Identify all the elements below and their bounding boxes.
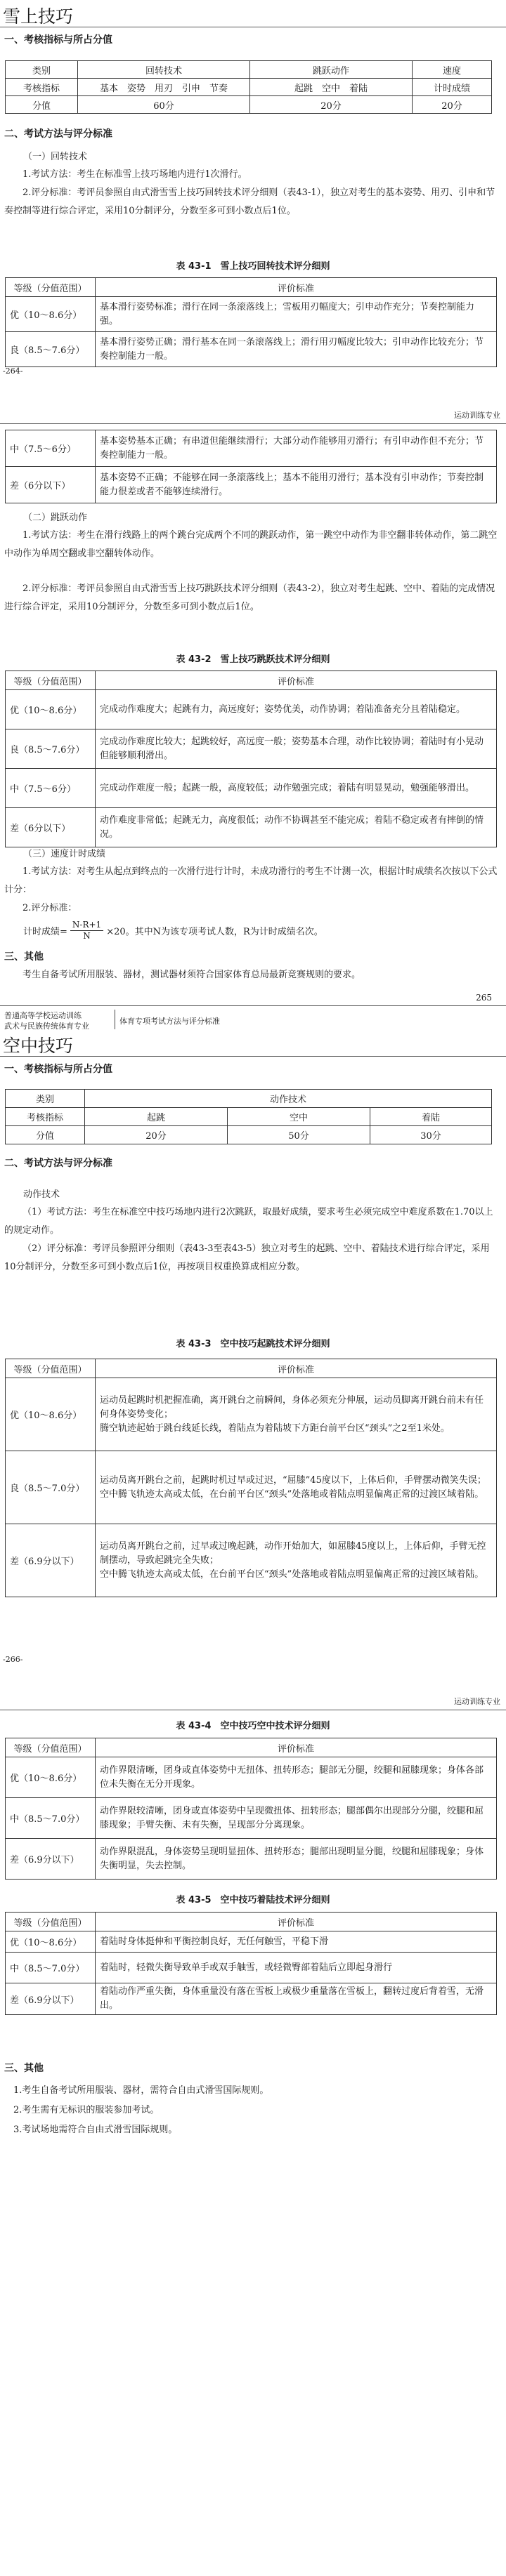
section-heading: 三、其他 <box>4 2063 44 2074</box>
table-row <box>6 729 497 769</box>
page-number: 265 <box>476 993 492 1003</box>
table-header: 等级（分值范围） <box>6 1738 96 1757</box>
table-row <box>6 1798 497 1839</box>
table-cell: 基本 姿势 用刃 引申 节奏 <box>78 79 250 96</box>
section-heading: 一、考核指标与所占分值 <box>4 34 112 46</box>
paragraph: 2.评分标准：考评员参照自由式滑雪雪上技巧跳跃技术评分细则（表43-2），独立对考生起跳、空中、着陆的完成情况进行综合评定，采用10分制评分，分数至多可到小数点后1位。 <box>4 583 495 612</box>
subsection-heading: （一）回转技术 <box>23 152 88 162</box>
paragraph: （2）评分标准：考评员参照评分细则（表43-3至表43-5）独立对考生的起跳、空中、着陆技术进行综合评定，采用10分制评分，分数至多可到小数点后1位，再按项目权重换算成相应分数。 <box>4 1243 490 1272</box>
table-row <box>6 1983 497 2015</box>
score-table <box>5 1089 492 1144</box>
table-cell: 分值 <box>6 96 78 114</box>
level-cell: 中（7.5～6分） <box>6 430 96 467</box>
table-row <box>6 1378 497 1451</box>
table-cell: 起跳 空中 着陆 <box>250 79 413 96</box>
paragraph: 考生自备考试所用服装、器材，测试器材须符合国家体育总局最新竞赛规则的要求。 <box>22 970 361 980</box>
title-rule <box>0 1056 506 1057</box>
level-cell: 良（8.5～7.6分） <box>6 332 96 367</box>
criteria-cell: 动作界限清晰，团身或直体姿势中无扭体、扭转形态；腿部无分腿，绞腿和屈膝现象；身体各部位未失衡在无分开现象。 <box>96 1757 497 1798</box>
subsection-heading: 动作技术 <box>23 1189 60 1200</box>
table-header: 评价标准 <box>96 671 497 690</box>
table-cell: 20分 <box>85 1126 228 1144</box>
paragraph: 1.考试方法：对考生从起点到终点的一次滑行进行计时，未成功滑行的考生不计测一次，根据计时成绩名次按以下公式计分： <box>4 866 498 895</box>
criteria-table-continued <box>5 430 497 503</box>
criteria-cell: 动作难度非常低；起跳无力，高度很低；动作不协调甚至不能完成；着陆不稳定或者有摔倒的情况。 <box>96 808 497 847</box>
table-header: 评价标准 <box>96 1738 497 1757</box>
level-cell: 中（7.5～6分） <box>6 769 96 808</box>
criteria-cell: 着陆时身体挺伸和平衡控制良好，无任何触雪，平稳下滑 <box>96 1931 497 1953</box>
level-cell: 差（6.9分以下） <box>6 1839 96 1880</box>
table-cell: 考核指标 <box>6 79 78 96</box>
paragraph: 1.考试方法：考生在标准雪上技巧场地内进行1次滑行。 <box>22 169 247 180</box>
page-number: -264- <box>3 366 23 376</box>
level-cell: 优（10～8.6分） <box>6 297 96 332</box>
table-cell: 类别 <box>6 1090 85 1108</box>
table-cell: 计时成绩 <box>413 79 492 96</box>
criteria-cell: 基本姿势基本正确；有串道但能继续滑行；大部分动作能够用刃滑行；有引申动作但不充分；节奏控制能力一般。 <box>96 430 497 467</box>
subsection-heading: （二）跳跃动作 <box>23 513 88 523</box>
table-header: 等级（分值范围） <box>6 671 96 690</box>
table-header: 评价标准 <box>96 1359 497 1378</box>
criteria-cell: 完成动作难度大；起跳有力，高远度好；姿势优美，动作协调；着陆准备充分且着陆稳定。 <box>96 690 497 729</box>
table-row <box>6 467 497 503</box>
criteria-table <box>5 1359 497 1597</box>
level-cell: 优（10～8.6分） <box>6 1931 96 1953</box>
list-item: 3.考试场地需符合自由式滑雪国际规则。 <box>13 2125 178 2135</box>
table-cell: 60分 <box>78 96 250 114</box>
table-caption: 表 43-2 雪上技巧跳跃技术评分细则 <box>176 654 330 665</box>
table-cell: 50分 <box>228 1126 370 1144</box>
section-heading: 三、其他 <box>4 951 44 963</box>
criteria-cell: 基本滑行姿势标准；滑行在同一条滚落线上；雪板用刃幅度大；引申动作充分；节奏控制能力强。 <box>96 297 497 332</box>
table-row <box>6 1451 497 1524</box>
page-number: -266- <box>3 1655 23 1664</box>
table-header: 评价标准 <box>96 278 497 297</box>
table-row <box>6 769 497 808</box>
table-cell: 考核指标 <box>6 1108 85 1126</box>
criteria-cell: 基本姿势不正确；不能够在同一条滚落线上；基本不能用刃滑行；基本没有引申动作；节奏控制能力很差或者不能够连续滑行。 <box>96 467 497 503</box>
table-caption: 表 43-5 空中技巧着陆技术评分细则 <box>176 1895 330 1905</box>
criteria-cell: 着陆动作严重失衡，身体重量没有落在雪板上或极少重量落在雪板上，翻转过度后背着雪，无滑出。 <box>96 1983 497 2015</box>
table-row <box>6 690 497 729</box>
level-cell: 差（6分以下） <box>6 467 96 503</box>
criteria-table <box>5 277 497 367</box>
table-cell: 20分 <box>250 96 413 114</box>
footer-book-title: 普通高等学校运动训练 <box>4 1011 82 1020</box>
level-cell: 差（6分以下） <box>6 808 96 847</box>
section-heading: 二、考试方法与评分标准 <box>4 1158 112 1169</box>
table-header: 等级（分值范围） <box>6 1359 96 1378</box>
scoring-formula <box>23 920 323 942</box>
table-row <box>6 1839 497 1880</box>
table-cell: 分值 <box>6 1126 85 1144</box>
level-cell: 优（10～8.6分） <box>6 690 96 729</box>
level-cell: 中（8.5～7.0分） <box>6 1798 96 1839</box>
header-rule <box>0 423 506 424</box>
paragraph: 2.评分标准：考评员参照自由式滑雪雪上技巧回转技术评分细则（表43-1），独立对考生的基本姿势、用刃、引申和节奏控制等进行综合评定，采用10分制评分，分数至多可到小数点后1位。 <box>4 187 495 216</box>
formula-denominator: N <box>83 931 91 941</box>
criteria-cell: 动作界限较清晰，团身或直体姿势中呈现微扭体、扭转形态；腿部偶尔出现部分分腿，绞腿和屈膝现象；手臂失衡、未有失衡，呈现部分分离现象。 <box>96 1798 497 1839</box>
section-heading: 一、考核指标与所占分值 <box>4 1064 112 1075</box>
table-cell: 着陆 <box>370 1108 492 1126</box>
formula-fraction <box>70 920 103 942</box>
table-header: 等级（分值范围） <box>6 1913 96 1931</box>
level-cell: 中（8.5～7.0分） <box>6 1953 96 1983</box>
table-caption: 表 43-3 空中技巧起跳技术评分细则 <box>176 1339 330 1349</box>
criteria-table <box>5 671 497 847</box>
paragraph: 1.考试方法：考生在滑行线路上的两个跳台完成两个不同的跳跃动作，第一跳空中动作为非空翻非转体动作，第二跳空中动作为单周空翻或非空翻转体动作。 <box>4 530 498 559</box>
section-heading: 二、考试方法与评分标准 <box>4 128 112 140</box>
criteria-cell: 运动员离开跳台之前，起跳时机过早或过迟，“屈膝”45度以下，上体后仰，手臂摆动微笑失误； 空中腾飞轨迹太高或太低，在台前平台区“颈头”处落地或着陆点明显偏离正常的过渡区域着陆。 <box>96 1451 497 1524</box>
list-item: 1.考生自备考试所用服装、器材，需符合自由式滑雪国际规则。 <box>13 2085 269 2096</box>
table-caption: 表 43-1 雪上技巧回转技术评分细则 <box>176 261 330 272</box>
paragraph: 2.评分标准： <box>22 903 77 913</box>
running-header: 运动训练专业 <box>454 1697 500 1706</box>
table-row <box>6 808 497 847</box>
footer-book-title: 武术与民族传统体育专业 <box>4 1022 89 1031</box>
page-title: 空中技巧 <box>3 1036 74 1056</box>
formula-prefix: 计时成绩= <box>23 927 67 937</box>
table-row <box>6 1931 497 1953</box>
criteria-cell: 完成动作难度比较大；起跳较好，高远度一般；姿势基本合理，动作比较协调；着陆时有小晃动但能够顺利滑出。 <box>96 729 497 769</box>
criteria-cell: 着陆时，轻微失衡导致单手或双手触雪，或轻微臀部着陆后立即起身滑行 <box>96 1953 497 1983</box>
table-row <box>6 1953 497 1983</box>
criteria-table <box>5 1912 497 2015</box>
level-cell: 良（8.5～7.6分） <box>6 729 96 769</box>
table-row <box>6 1524 497 1597</box>
table-caption: 表 43-4 空中技巧空中技术评分细则 <box>176 1721 330 1731</box>
table-cell: 跳跃动作 <box>250 61 413 79</box>
table-cell: 速度 <box>413 61 492 79</box>
paragraph: （1）考试方法：考生在标准空中技巧场地内进行2次跳跃，取最好成绩，要求考生必须完成空中难度系数在1.70以上的规定动作。 <box>4 1207 493 1236</box>
criteria-cell: 动作界限混乱，身体姿势呈现明显扭体、扭转形态；腿部出现明显分腿，绞腿和屈膝现象；身体失衡明显，失去控制。 <box>96 1839 497 1880</box>
table-header: 等级（分值范围） <box>6 278 96 297</box>
score-table <box>5 60 492 114</box>
formula-numerator: N-R+1 <box>70 920 103 931</box>
criteria-cell: 运动员起跳时机把握准确，离开跳台之前瞬间，身体必须充分伸展，运动员脚离开跳台前未有任何身体姿势变化； 腾空轨迹起始于跳台线延长线，着陆点为着陆坡下方距台前平台区“颈头”之2至1米处。 <box>96 1378 497 1451</box>
table-cell: 空中 <box>228 1108 370 1126</box>
page-aerials <box>0 1302 506 2576</box>
table-row <box>6 332 497 367</box>
table-cell: 20分 <box>413 96 492 114</box>
level-cell: 良（8.5～7.0分） <box>6 1451 96 1524</box>
table-cell: 回转技术 <box>78 61 250 79</box>
level-cell: 差（6.9分以下） <box>6 1524 96 1597</box>
table-cell: 起跳 <box>85 1108 228 1126</box>
table-cell: 动作技术 <box>85 1090 492 1108</box>
criteria-table <box>5 1738 497 1880</box>
subsection-heading: （三）速度计时成绩 <box>23 849 106 859</box>
table-header: 评价标准 <box>96 1913 497 1931</box>
running-header: 运动训练专业 <box>454 411 500 420</box>
footer-rule <box>0 1005 506 1006</box>
table-row <box>6 297 497 332</box>
criteria-cell: 完成动作难度一般；起跳一般，高度较低；动作勉强完成；着陆有明显晃动，勉强能够滑出。 <box>96 769 497 808</box>
footer-running-title: 体育专项考试方法与评分标准 <box>119 1017 220 1026</box>
list-item: 2.考生需有无标识的服装参加考试。 <box>13 2105 160 2115</box>
formula-suffix: ×20。其中N为该专项考试人数，R为计时成绩名次。 <box>106 927 323 937</box>
criteria-cell: 运动员离开跳台之前，过早或过晚起跳，动作开始加大，如屈膝45度以上，上体后仰，手臂无控制摆动，导致起跳完全失败； 空中腾飞轨迹太高或太低，在台前平台区“颈头”处落地或着陆点明显偏离正常的过渡区域着陆。 <box>96 1524 497 1597</box>
level-cell: 差（6.9分以下） <box>6 1983 96 2015</box>
table-cell: 类别 <box>6 61 78 79</box>
level-cell: 优（10～8.6分） <box>6 1757 96 1798</box>
table-row <box>6 430 497 467</box>
criteria-cell: 基本滑行姿势正确；滑行基本在同一条滚落线上；滑行用刃幅度比较大；引申动作比较充分；节奏控制能力一般。 <box>96 332 497 367</box>
level-cell: 优（10～8.6分） <box>6 1378 96 1451</box>
table-cell: 30分 <box>370 1126 492 1144</box>
page-title: 雪上技巧 <box>3 6 74 27</box>
table-row <box>6 1757 497 1798</box>
